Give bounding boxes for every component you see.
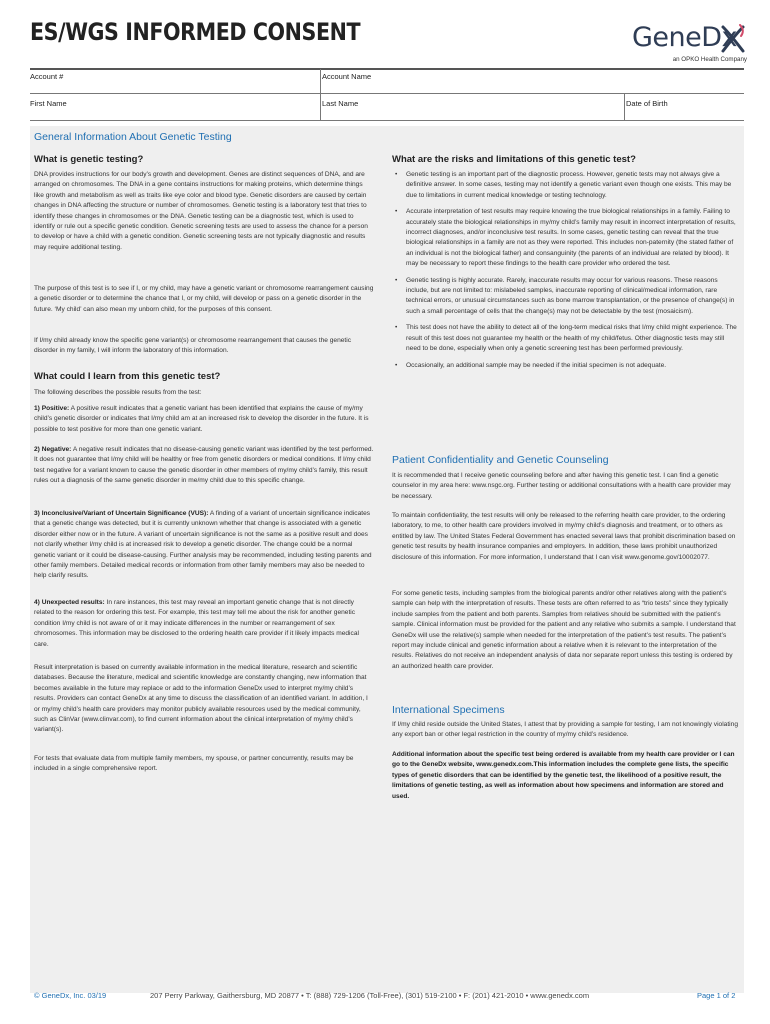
result-interpretation-paragraph: Result interpretation is based on currently available information in the medical literature, research and scientific databases. Because the literature, medical and scientific knowledge are constantly changing, new information that becomes available in the future may replace or add to the information GeneDx used to interpret my/my child’s results. Providers can contact GeneDx at any time to discuss the classification of an identified variant. In addition, I or my/my child’s health care providers may monitor publicly available resources used by the medical community, such as ClinVar (www.clinvar.com), to find current information about the clinical interpretation of my/my child’s variant(s).	[34, 664, 368, 734]
results-intro: The following describes the possible results from the test:	[34, 389, 202, 396]
list-item: • Genetic testing is an important part of the diagnostic process. However, genetic tests may not always give a definitive answer. In some cases, testing may not identify a genetic variant even though one exists. This may be due to limitations in current medical knowledge or testing technology.	[395, 171, 732, 199]
confidentiality-paragraph-2: To maintain confidentiality, the test results will only be released to the referring health care provider, to the ordering laboratory, to me, to other health care providers involved in my/my child’s diagnosis and treatment, or to others as entitled by law. The United States Federal Government has enacted several laws that prohibit discrimination based on genetic test results by health insurance companies and employers. In addition, these laws prohibit unauthorized disclosure of this information. For more information, I understand that I can visit www.genome.gov/10002077.	[392, 512, 736, 561]
result-positive	[34, 404, 374, 435]
general-info-title: General Information About Genetic Testing	[34, 131, 232, 143]
list-item: • Accurate interpretation of test results may require knowing the true biological relationships in a family. Failing to accurately state the biological relationships in my/my child’s family may result in incorrect interpretation of results, incorrect diagnoses, and/or inconclusive test results. In some cases, genetic testing can reveal that the true biological relationships in a family are not as they were reported. This includes non-paternity (the stated father of an individual is not the biological father) and consanguinity (the parents of an individual are related by blood). It may be necessary to report these findings to the health care provider who ordered the test.	[395, 208, 736, 268]
first-name-label: First Name	[30, 99, 67, 108]
list-item: • This test does not have the ability to detect all of the long-term medical risks that I/my child might experience. The result of this test does not guarantee my health or the health of my child/fetus. Other diagnostic tests may still need to be done, especially when only a genetic screening test has been performed previously.	[395, 324, 737, 353]
list-item: • Genetic testing is highly accurate. Rarely, inaccurate results may occur for various reasons. These reasons include, but are not limited to: mislabeled samples, inaccurate reporting of clinical/medical information, rare technical errors, or unusual circumstances such as bone marrow transplantation, or the presence of change(s) in such a small percentage of cells that the change(s) may not be detectable by the test (mosaicism).	[395, 276, 735, 315]
result-unexpected	[34, 598, 374, 650]
international-paragraph-1: If I/my child reside outside the United States, I attest that by providing a sample for testing, I am not knowingly violating any export ban or other legal restriction in the country of my/my child’s residence.	[392, 721, 738, 739]
footer-address: 207 Perry Parkway, Gaithersburg, MD 20877 • T: (888) 729-1206 (Toll-Free), (301) 519-2100 • F: (201) 421-2010 • www.genedx.com	[150, 991, 590, 1000]
document-title: ES/WGS INFORMED CONSENT	[30, 18, 361, 46]
confidentiality-paragraph-1: It is recommended that I receive genetic counseling before and after having this genetic test. I can find a genetic counselor in my area here: www.nsgc.org. Further testing or additional consultations with a health care provider may be necessary.	[392, 472, 731, 500]
what-is-paragraph-2: The purpose of this test is to see if I, or my child, may have a genetic variant or chromosome rearrangement causing a genetic disorder or to determine the chance that I, or my child, will develop or pass on a genetic disorder in the future. ‘My child’ can also mean my unborn child, for the purposes of this consent.	[34, 285, 374, 313]
confidentiality-paragraph-3: For some genetic tests, including samples from the biological parents and/or other relatives along with the patient’s sample can help with the interpretation of results. These tests are often referred to as “trio tests” since they typically include samples from the patient and both parents. Samples from relatives should be submitted with the patient’s sample. Clinical information must be provided for the patient and any relative who submits a sample. I understand that GeneDx will use the relative(s) sample when needed for the interpretation of the patient’s test results. The patient’s report may include clinical and genetic information about a relative when it is relevant to the interpretation of the results. Relatives do not receive an independent analysis of data nor separate report unless this testing is ordered by an authorized health care provider.	[392, 590, 736, 670]
account-row-line	[30, 93, 744, 94]
list-item: • Occasionally, an additional sample may be needed if the initial specimen is not adequate.	[395, 361, 667, 369]
result-positive-text: A positive result indicates that a genetic variant has been identified that explains the cause of my/my child’s genetic disorder or indicates that I/my child am at an increased risk to develop the disorder in the future. It is possible to test positive for more than one genetic variant.	[34, 405, 369, 433]
genedx-logo	[632, 22, 747, 66]
what-is-paragraph-1: DNA provides instructions for our body’s growth and development. Genes are distinct sequences of DNA, and are arranged on chromosomes. The DNA in a gene contains instructions for making proteins, which determine things like growth and metabolism as well as traits like eye color and blood type. Genetic disorders are caused by certain changes in DNA affecting the structure or number of chromosomes. Genetic testing is a laboratory test that tries to identify these changes in chromosomes or the DNA. Genetic testing can be a diagnostic test, which is used to identify or rule out a specific genetic condition. Genetic screening tests are used to assess the chance for a person to develop or have a child with a genetic condition. Genetic screening tests are not typically diagnostic and results may require additional testing.	[34, 171, 368, 251]
result-negative-text: A negative result indicates that no disease-causing genetic variant was identified by the test performed. It does not guarantee that I/my child will be healthy or free from genetic disorders or medical conditions. If I/my child test negative for a variant known to cause the genetic disorder in other members of my/my child’s family, this result rules out a diagnosis of the same genetic disorder in me/my child due to this specific change.	[34, 446, 374, 485]
footer-page-number: Page 1 of 2	[697, 991, 736, 1000]
result-unexpected-text: In rare instances, this test may reveal an important genetic change that is not directly related to the reason for ordering this test. For example, this test may tell me about the risk for another genetic condition I/my child is not aware of or it may indicate differences in the number or rearrangement of sex chromosomes. This information may be disclosed to the ordering health care provider if it likely impacts medical care.	[34, 599, 359, 648]
name-row-line	[30, 120, 744, 121]
account-number-label: Account #	[30, 72, 64, 81]
risks-list	[392, 170, 738, 377]
what-could-i-learn-heading: What could I learn from this genetic test?	[34, 371, 221, 382]
account-name-label: Account Name	[322, 72, 372, 81]
result-unexpected-label: 4) Unexpected results:	[34, 599, 105, 606]
result-vus-text: A finding of a variant of uncertain significance indicates that a genetic change was detected, but it is currently unknown whether that change is associated with a genetic disorder either now or in the future. A variant of uncertain significance is not the same as a positive result and does not clarify whether I/my child is at increased risk to develop a genetic disorder. The change could be a normal genetic variant or it could be disease-causing. Further analysis may be recommended, including testing parents and other family members. Detailed medical records or information from other family members may also be needed to help clarify results.	[34, 510, 372, 580]
family-report-paragraph: For tests that evaluate data from multiple family members, my spouse, or partner concurrently, results may be included in a single comprehensive report.	[34, 755, 354, 773]
result-negative	[34, 445, 374, 487]
logo-wordmark: GeneDx	[632, 22, 738, 53]
result-negative-label: 2) Negative:	[34, 446, 72, 453]
name-row-divider-2	[624, 94, 625, 120]
result-vus-label: 3) Inconclusive/Variant of Uncertain Significance (VUS):	[34, 510, 209, 517]
name-row-divider-1	[320, 94, 321, 120]
what-is-genetic-testing-heading: What is genetic testing?	[34, 154, 144, 165]
international-title: International Specimens	[392, 704, 505, 716]
result-positive-label: 1) Positive:	[34, 405, 70, 412]
result-vus	[34, 509, 374, 582]
logo-tagline: an OPKO Health Company	[672, 56, 747, 63]
logo-x-icon	[720, 24, 746, 54]
account-row-divider	[320, 69, 321, 93]
risks-heading: What are the risks and limitations of this genetic test?	[392, 154, 636, 165]
last-name-label: Last Name	[322, 99, 359, 108]
header-divider	[30, 68, 744, 70]
international-paragraph-2: Additional information about the specific test being ordered is available from my health care provider or I can go to the GeneDx website, www.genedx.com.This information includes the complete gene lists, the specific types of genetic disorders that can be identified by the genetic test, the likelihood of a positive result, the limitations of genetic testing, as well as information about how specimens and information are stored and used.	[392, 751, 735, 800]
date-of-birth-label: Date of Birth	[626, 99, 668, 108]
confidentiality-title: Patient Confidentiality and Genetic Counseling	[392, 454, 609, 466]
footer-copyright: © GeneDx, Inc. 03/19	[34, 991, 107, 1000]
what-is-paragraph-3: If I/my child already know the specific gene variant(s) or chromosome rearrangement that causes the genetic disorder in my family, I will inform the laboratory of this information.	[34, 337, 352, 355]
